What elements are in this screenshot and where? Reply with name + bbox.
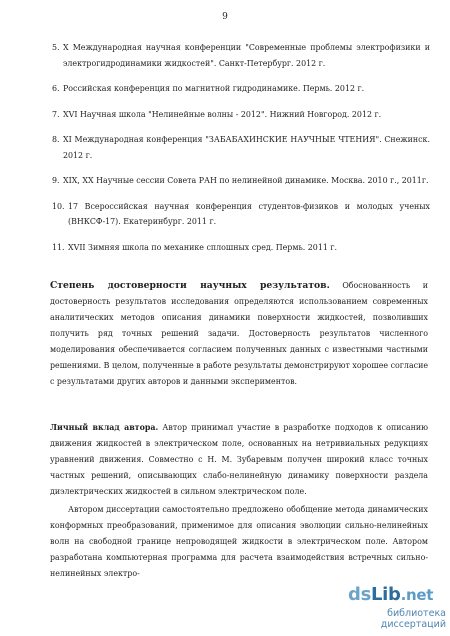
list-item [52, 40, 430, 71]
list-item-number: 11. [52, 242, 65, 252]
list-item-text: 17 Всероссийская научная конференция студентов-физиков и молодых ученых (ВНКСФ-17). Екатеринбург. 2011 г. [68, 201, 430, 226]
list-item-number: 5. [52, 43, 60, 52]
list-item-text: XVII Зимняя школа по механике сплошных сред. Пермь. 2011 г. [68, 242, 338, 252]
contribution-heading: Личный вклад автора. [50, 423, 159, 432]
reliability-heading: Степень достоверности научных результатов. [50, 280, 330, 291]
list-item-number: 7. [52, 109, 60, 119]
list-item [52, 240, 430, 256]
list-item [52, 81, 430, 97]
reliability-text: Обоснованность и достоверность результатов исследования определяются использованием современных аналитических методов описания динамики поверхности жидкостей, позволивших получить ряд точных решений задачи. Достоверность результатов численного моделирования обеспечивается согласием полученных данных с известными частными решениями. В целом, полученные в работе результаты демонстрируют хорошее согласие с результатами других авторов и данными экспериментов. [50, 281, 428, 386]
list-item [52, 132, 430, 163]
page-number: 9 [222, 12, 228, 22]
logo-lib: Lib [371, 584, 401, 605]
logo-net: .net [400, 586, 434, 604]
list-item-number: 8. [52, 135, 60, 144]
reliability-paragraph [50, 278, 428, 390]
list-item-text: XVI Научная школа "Нелинейные волны - 2012". Нижний Новгород. 2012 г. [63, 109, 382, 119]
contribution-paragraph-2 [50, 502, 428, 582]
logo-ds: ds [348, 584, 371, 605]
conference-list [52, 40, 430, 265]
list-item [52, 173, 430, 189]
logo-subtitle: библиотека диссертаций [380, 608, 446, 630]
contribution-paragraph [50, 420, 428, 500]
dslib-logo [326, 584, 446, 628]
list-item-text: XIX, XX Научные сессии Совета РАН по нелинейной динамике. Москва. 2010 г., 2011г. [63, 176, 429, 185]
list-item-number: 10. [52, 201, 65, 211]
contribution-text-2: Автором диссертации самостоятельно предложено обобщение метода динамических конформных преобразований, применимое для описания эволюции сильно-нелинейных волн на свободной границе непроводящей жидкости в электрическом поле. Автором разработана компьютерная программа для расчета взаимодействия встречных сильно-нелинейных электро- [50, 505, 428, 578]
list-item-text: X Международная научная конференции "Современные проблемы электрофизики и электрогидродинамики жидкостей". Санкт-Петербург. 2012 г. [63, 43, 430, 68]
list-item [52, 107, 430, 123]
contribution-text: Автор принимал участие в разработке подходов к описанию движения жидкостей в электрическом поле, основанных на нетривиальных редукциях уравнений движения. Совместно с Н. М. Зубаревым получен широкий класс точных частных решений, описывающих слабо-нелинейную динамику поверхности раздела диэлектрических жидкостей в сильном электрическом поле. [50, 423, 428, 496]
list-item [52, 199, 430, 230]
list-item-text: XI Международная конференция "ЗАБАБАХИНСКИЕ НАУЧНЫЕ ЧТЕНИЯ". Снежинск. 2012 г. [63, 135, 430, 160]
logo-wordmark [348, 584, 433, 605]
list-item-number: 6. [52, 84, 60, 93]
list-item-number: 9. [52, 176, 60, 185]
list-item-text: Российская конференция по магнитной гидродинамике. Пермь. 2012 г. [63, 84, 365, 93]
